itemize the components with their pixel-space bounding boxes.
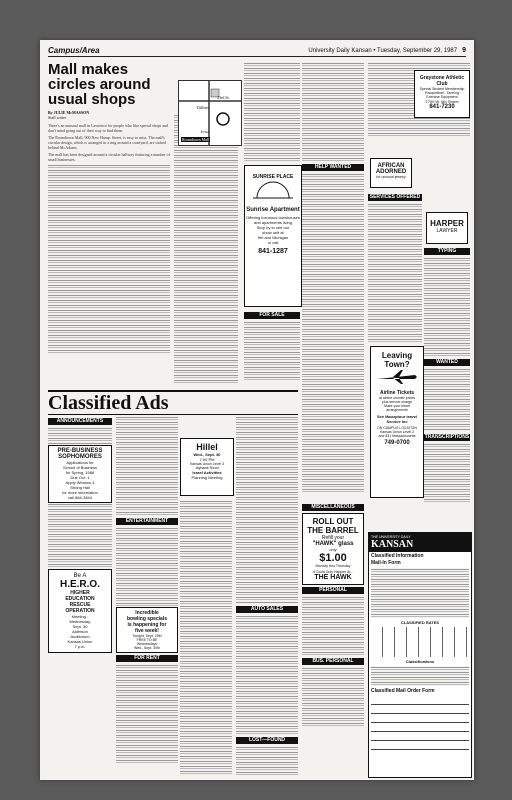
hero-ad: Be A H.E.R.O. HIGHER EDUCATION RESCUE OPERATION Meeting - Wednesday, Sept. 30 Alderson Auditorium Kansas Union 7 p.m. [48,569,112,653]
pre-business-ad: PRE-BUSINESS SOPHOMORES Applications for School of Business for Spring, 1988 Due Oct. 1 Apply Window 3 Strong Hall for more information call 864-3844 [48,445,112,503]
paper-dateline: University Daily Kansan • Tuesday, September 29, 1987 9 [308,47,466,54]
hillel-ad: Hillel Wed., Sept. 30 7:00 PM Kansas Union Level 3 Jayhawk Room Israel Activities Planning Meeting [180,438,234,496]
bus-personal-header: BUS. PERSONAL [302,658,364,665]
sunrise-phone: 841-1287 [258,248,288,255]
mall-story [48,62,170,387]
wanted-header: WANTED [424,359,470,366]
personal-header: PERSONAL [302,587,364,594]
for-sale-header: FOR SALE [244,312,300,319]
map-label-mall: Roundtown Mall [182,137,210,142]
mail-order-blank-lines[interactable] [371,696,469,756]
map-label-iowa: Iowa [201,129,209,134]
announcements-header: ANNOUNCEMENTS [48,418,112,425]
leaving-town-ad: Leaving Town? Airline Tickets at airline counter prices plus service charge Make your travel arrangements See Mauzptour travel Service Inc ON CAMPUS LOCATION Kansas Union Level 2 and 831 Massachusetts 749-0700 [370,346,424,498]
story-continued [174,114,238,384]
rates-table [371,627,469,657]
sunrise-details: Offering luxurious townhouses and apartments living Stop by to see our show unit at 9th and Michigan or call [246,215,300,245]
sunrise-logo-icon [253,180,293,200]
section-title: Campus/Area [48,46,100,55]
harper-lawyer-ad: HARPER LAWYER [426,212,468,244]
auto-sales-header: AUTO SALES [236,606,298,613]
typing-header: TYPING [424,248,470,255]
roll-out-barrel-ad: ROLL OUT THE BARREL Refill your "HAWK" glass only $1.00 Monday thru Thursday It Could Only Happen At... THE HAWK [302,513,364,585]
story-body: There's an unusual mall in Lawrence for people who like special shops and don't mind going out of their way to find them. The Roundtown Mall, 900 New Hamp. Street, is easy to miss. The mall's circular design, which is arranged in a ring around a courtyard, are tucked behind McAdams. The mall has been designed around a circular hallway featuring a number of small businesses. [48,123,170,162]
transcriptions-header: TRANSCRIPTIONS [424,434,470,440]
map-label-dillons: Dillons [197,105,209,110]
middle-classified-column [116,416,178,776]
bowling-specials-ad: Incredible bowling specials is happening for five week! Tonight, Sept. 29th FREE TO BE Wednesdays Wed., Sept. 30th [116,607,178,653]
airplane-icon [375,369,419,385]
map-label-23rd: 23rd St. [217,95,230,100]
sunrise-place-ad: SUNRISE PLACE Sunrise Apartment Offering luxurious townhouses and apartments living Stop by to see our show unit at 9th and Michigan or call 841-1287 [244,165,302,307]
kansan-mail-in-form: THE UNIVERSITY DAILY KANSAN Classified Information Mail-In Form CLASSIFIED RATES Classifications Classified Mail Order Form [368,532,472,778]
center-classified-column [236,416,298,776]
african-adorned-ad: AFRICAN ADORNED for unusual jewelry [370,158,412,188]
entertainment-header: ENTERTAINMENT [116,518,178,525]
graystone-ad: Graystone Athletic Club Special Student Membership Racquetball - Tanning Exercise Equipment 2700 W. 6th Street 841-7230 [414,70,470,118]
services-offered-header: SERVICES OFFERED [369,194,421,200]
lost-found-header: LOST—FOUND [236,737,298,744]
story-byline: By JULIE McMASSON Staff writer [48,110,90,120]
miscellaneous-header: MISCELLANEOUS [302,504,364,511]
kansan-form-header: THE UNIVERSITY DAILY KANSAN [369,533,471,552]
classified-ads-banner: Classified Ads [48,390,298,415]
page-header [48,44,466,57]
mall-location-map [178,80,242,146]
announcements-column [48,416,112,776]
help-wanted-column [302,62,364,502]
misc-column [302,502,364,776]
for-rent-header: FOR RENT [116,655,178,662]
story-headline: Mall makes circles around usual shops [48,62,151,108]
newspaper-page [40,40,474,780]
help-wanted-header: HELP WANTED [302,164,364,171]
